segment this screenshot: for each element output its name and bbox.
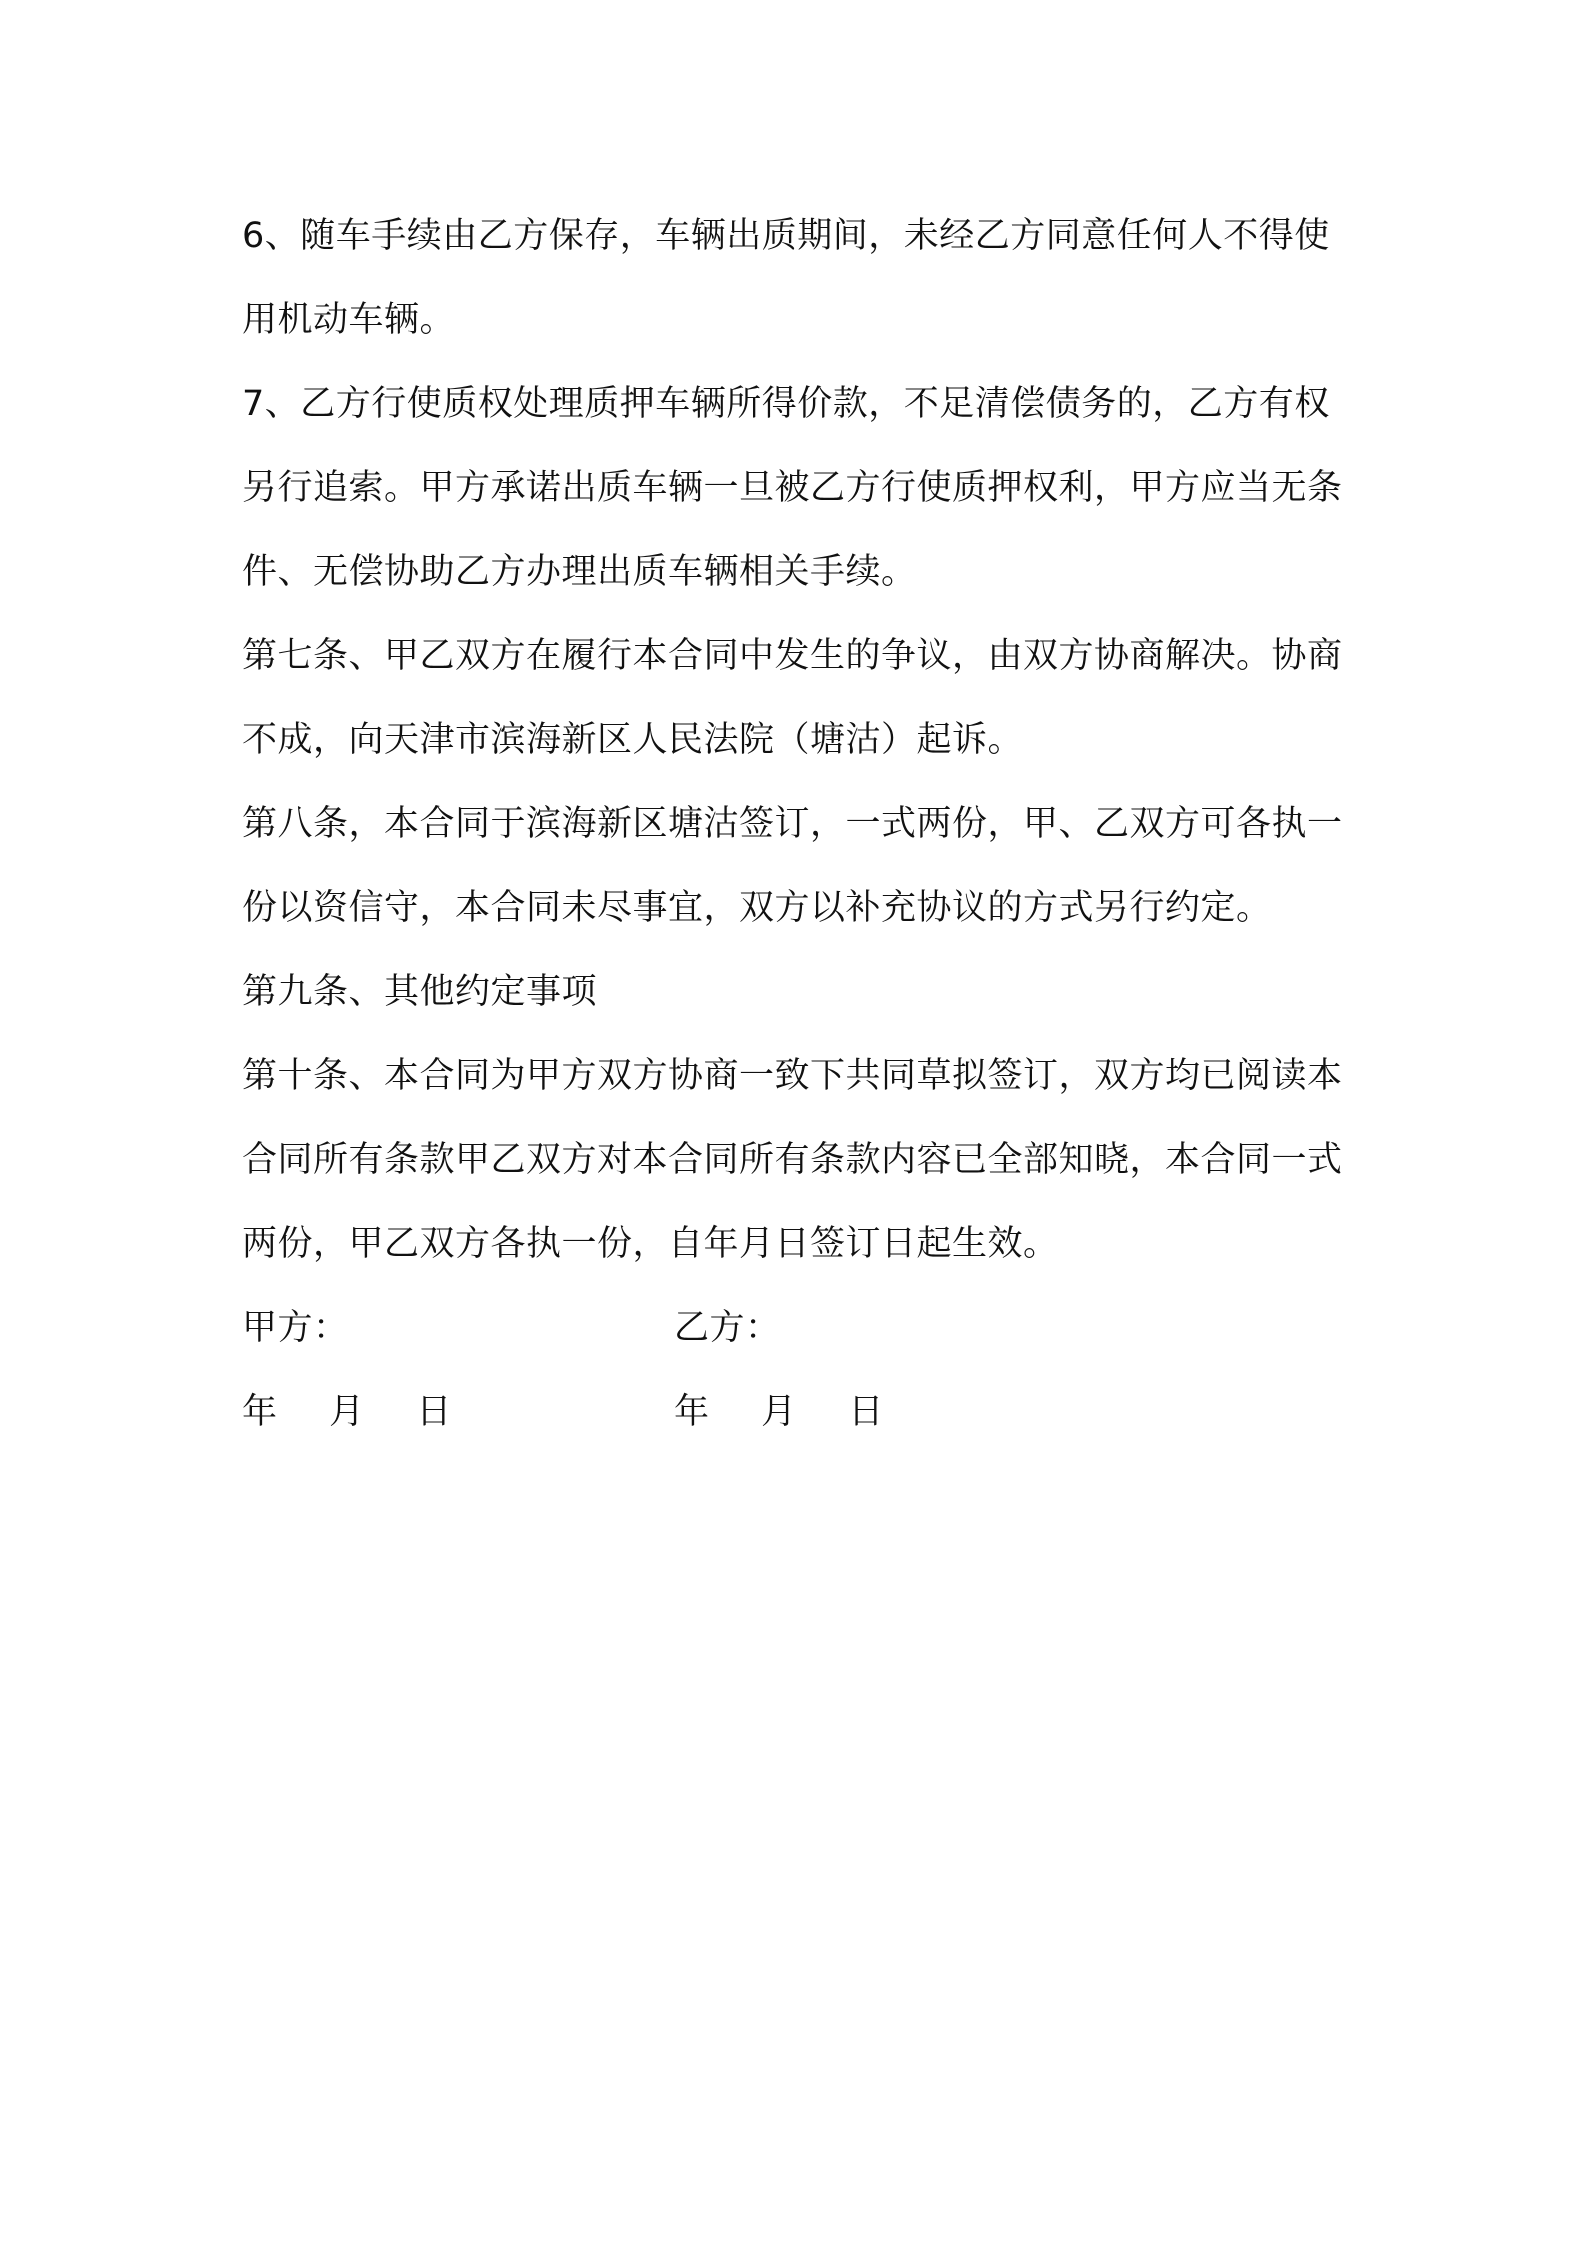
- signature-date-row: [242, 1370, 1364, 1454]
- party-b-date-month: 月: [761, 1392, 797, 1432]
- party-a-signature-label: 甲方：: [242, 1308, 349, 1348]
- party-a-date-year: 年: [242, 1392, 278, 1432]
- party-a-date-month: 月: [329, 1392, 365, 1432]
- article-9: 第九条、其他约定事项: [242, 972, 598, 1012]
- party-b-date-year: 年: [674, 1392, 710, 1432]
- party-a-date: [242, 1370, 674, 1454]
- party-b-signature-label: 乙方：: [674, 1308, 781, 1348]
- party-b-date-day: 日: [848, 1392, 884, 1432]
- article-8: 第八条，本合同于滨海新区塘沽签订，一式两份，甲、乙双方可各执一份以资信守，本合同未尽事宜，双方以补充协议的方式另行约定。: [242, 804, 1343, 928]
- party-a-date-day: 日: [416, 1392, 452, 1432]
- clause-6: 6、随车手续由乙方保存，车辆出质期间，未经乙方同意任何人不得使用机动车辆。: [242, 216, 1330, 340]
- party-b-date: [674, 1370, 1074, 1454]
- article-7: 第七条、甲乙双方在履行本合同中发生的争议，由双方协商解决。协商不成，向天津市滨海新区人民法院（塘沽）起诉。: [242, 636, 1343, 760]
- clause-7: 7、乙方行使质权处理质押车辆所得价款，不足清偿债务的，乙方有权另行追索。甲方承诺出质车辆一旦被乙方行使质押权利，甲方应当无条件、无偿协助乙方办理出质车辆相关手续。: [242, 384, 1343, 592]
- article-10: 第十条、本合同为甲方双方协商一致下共同草拟签订，双方均已阅读本合同所有条款甲乙双方对本合同所有条款内容已全部知晓，本合同一式两份，甲乙双方各执一份，自年月日签订日起生效。: [242, 1056, 1343, 1264]
- signature-party-row: [242, 1286, 1364, 1370]
- document-body: [242, 194, 1364, 1454]
